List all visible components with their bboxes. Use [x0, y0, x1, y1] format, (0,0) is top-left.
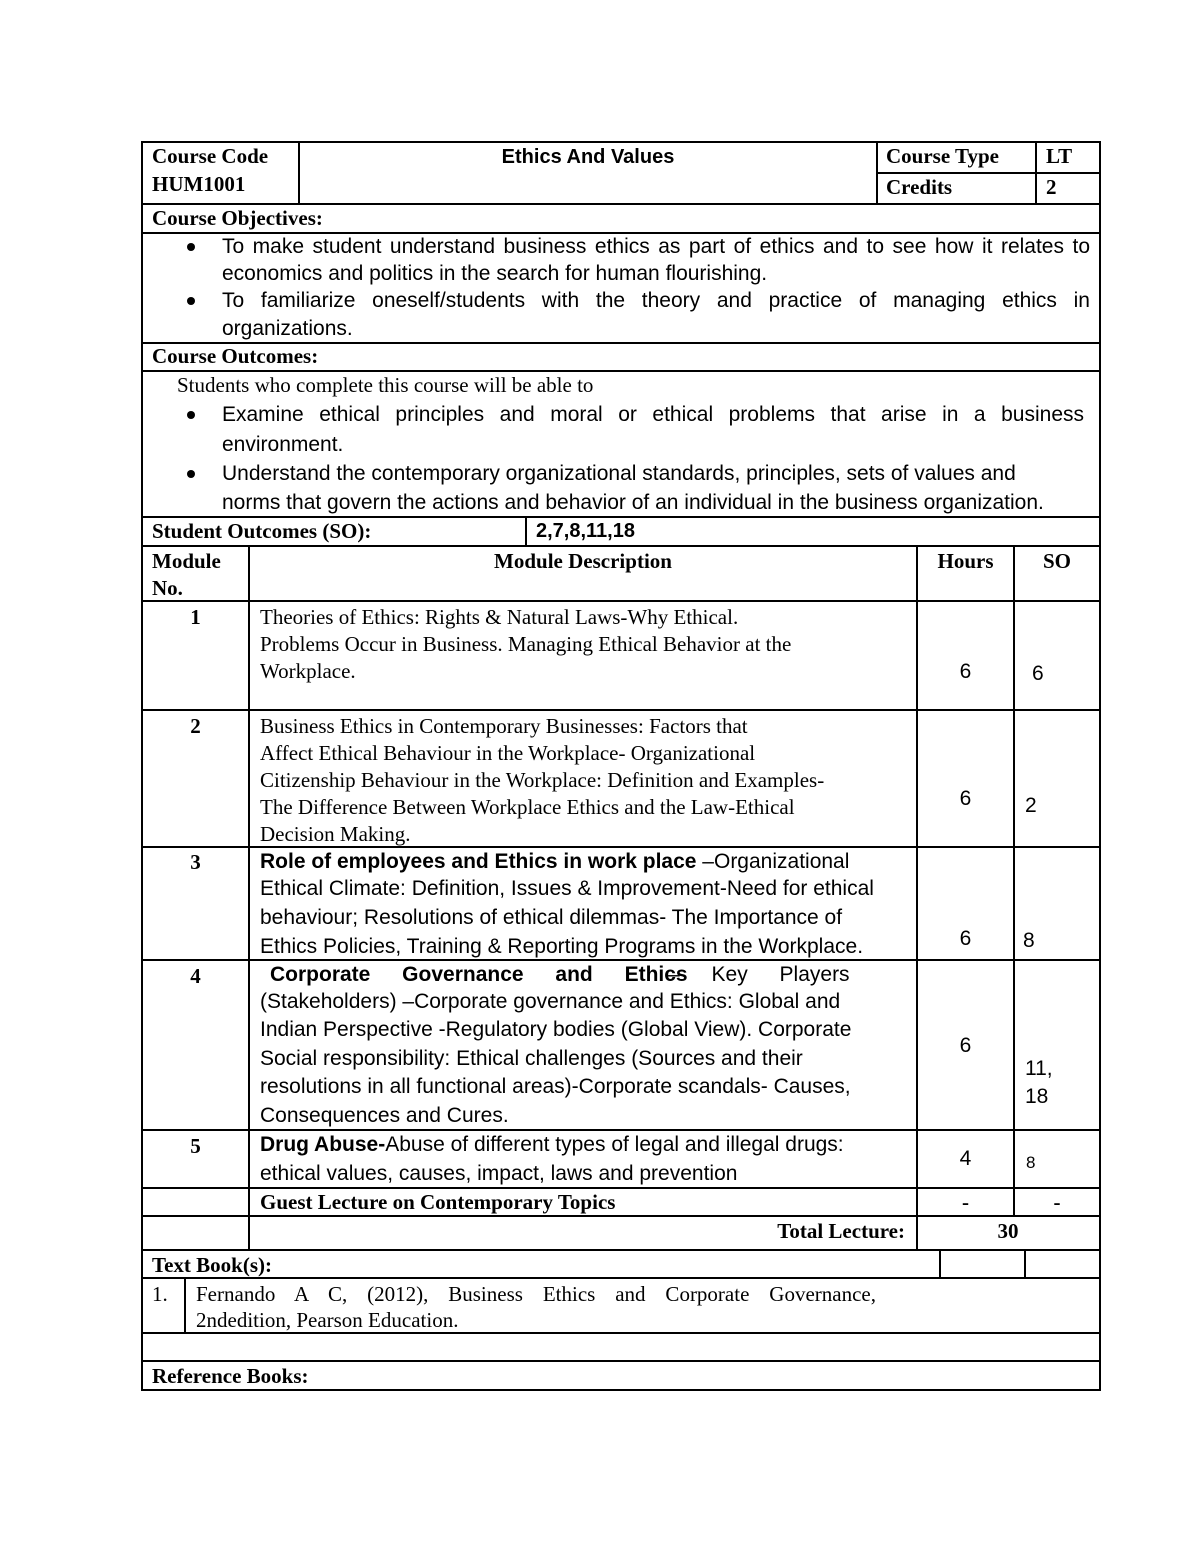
hours-header: Hours — [937, 549, 994, 573]
module-hours: 6 — [959, 660, 972, 683]
module-description: Indian Perspective -Regulatory bodies (Global View). Corporate — [260, 1018, 852, 1041]
module-title: Role of employees and Ethics in work place — [260, 850, 697, 873]
student-outcomes-value: 2,7,8,11,18 — [536, 520, 635, 542]
module-description: Workplace. — [260, 659, 356, 683]
table-border — [1024, 1249, 1026, 1279]
module-description: –Organizational — [696, 850, 850, 873]
textbook-number: 1. — [152, 1282, 168, 1306]
bullet-icon — [187, 243, 195, 251]
module-description: Ethics Policies, Training & Reporting Programs in the Workplace. — [260, 935, 864, 958]
table-border — [141, 709, 1101, 711]
module-title: Drug Abuse- — [260, 1133, 386, 1156]
table-border — [141, 1249, 1101, 1251]
module-description: Abuse of different types of legal and illegal drugs: — [385, 1133, 844, 1156]
outcomes-heading: Course Outcomes: — [152, 344, 319, 368]
bullet-icon — [187, 470, 195, 478]
table-border — [141, 1277, 1101, 1279]
course-type-label: Course Type — [886, 144, 999, 168]
module-description: Consequences and Cures. — [260, 1104, 509, 1127]
module-number: 2 — [190, 714, 201, 738]
total-lecture-label: Total Lecture: — [777, 1219, 905, 1243]
module-so: 18 — [1025, 1085, 1049, 1108]
table-border — [1013, 545, 1015, 1217]
module-description: Ethical Climate: Definition, Issues & Improvement-Need for ethical — [260, 877, 874, 900]
module-hours: 6 — [959, 927, 972, 950]
so-header: SO — [1042, 549, 1071, 573]
course-title: Ethics And Values — [501, 146, 675, 168]
module-description: Affect Ethical Behaviour in the Workplace- Organizational — [260, 741, 756, 765]
module-so: 11, — [1025, 1057, 1053, 1080]
module-so: 8 — [1026, 1153, 1036, 1172]
table-border — [184, 1277, 186, 1334]
module-description: Social responsibility: Ethical challenges (Sources and their — [260, 1047, 803, 1070]
outcome-item: Examine ethical principles and moral or ethical problems that arise in a business — [222, 403, 1084, 426]
module-hours: 6 — [959, 787, 972, 810]
module-number: 1 — [190, 605, 201, 629]
table-border — [248, 545, 250, 1251]
textbook-citation: 2ndedition, Pearson Education. — [196, 1308, 459, 1332]
module-no-header: No. — [152, 576, 183, 600]
guest-lecture-so: - — [1053, 1190, 1061, 1214]
objectives-heading: Course Objectives: — [152, 206, 323, 230]
credits: 2 — [1046, 175, 1057, 199]
module-description: Decision Making. — [260, 822, 411, 846]
objective-item: To make student understand business ethics as part of ethics and to see how it relates to — [222, 235, 1090, 258]
objective-item: To familiarize oneself/students with the theory and practice of managing ethics in — [222, 289, 1090, 312]
module-number: 4 — [190, 964, 201, 988]
module-so: 2 — [1025, 794, 1037, 817]
student-outcomes-label: Student Outcomes (SO): — [152, 519, 372, 543]
module-hours: 4 — [959, 1147, 972, 1170]
module-description: Theories of Ethics: Rights & Natural Laws-Why Ethical. — [260, 605, 739, 629]
module-description: (Stakeholders) –Corporate governance and Ethics: Global and — [260, 990, 841, 1013]
guest-lecture-hours: - — [962, 1190, 969, 1214]
table-border — [876, 141, 878, 205]
module-so: 8 — [1023, 929, 1035, 952]
course-code-label: Course Code — [152, 144, 269, 168]
total-lecture-value: 30 — [997, 1219, 1019, 1243]
module-description: Business Ethics in Contemporary Businesses: Factors that — [260, 714, 748, 738]
outcome-item: norms that govern the actions and behavior of an individual in the business organization. — [222, 491, 1044, 514]
table-border — [939, 1249, 941, 1279]
module-description-header: Module Description — [494, 549, 672, 573]
table-border — [141, 1360, 1101, 1362]
module-title: Corporate Governance and Ethics — [270, 963, 688, 986]
table-border — [141, 545, 1101, 547]
table-border — [1035, 141, 1037, 205]
table-border — [141, 141, 143, 1391]
module-description: The Difference Between Workplace Ethics and the Law-Ethical — [260, 795, 795, 819]
objective-item: economics and politics in the search for human flourishing. — [222, 262, 768, 285]
module-description: ethical values, causes, impact, laws and prevention — [260, 1162, 738, 1185]
module-number: 5 — [190, 1134, 201, 1158]
module-number: 3 — [190, 850, 201, 874]
reference-heading: Reference Books: — [152, 1364, 309, 1388]
textbooks-heading: Text Book(s): — [152, 1253, 272, 1277]
credits-label: Credits — [886, 175, 953, 199]
textbook-citation: Fernando A C, (2012), Business Ethics and Corporate Governance, — [196, 1282, 876, 1306]
course-code: HUM1001 — [152, 172, 246, 196]
module-description: Citizenship Behaviour in the Workplace: Definition and Examples- — [260, 768, 825, 792]
module-description: behaviour; Resolutions of ethical dilemmas- The Importance of — [260, 906, 843, 929]
table-border — [525, 516, 527, 547]
table-border — [141, 600, 1101, 602]
objective-item: organizations. — [222, 317, 353, 340]
outcome-item: Understand the contemporary organizational standards, principles, sets of values and — [222, 462, 1016, 485]
module-hours: 6 — [959, 1034, 972, 1057]
module-no-header: Module — [152, 549, 221, 573]
course-type: LT — [1046, 144, 1073, 168]
bullet-icon — [187, 411, 195, 419]
outcome-item: environment. — [222, 433, 344, 456]
bullet-icon — [187, 297, 195, 305]
table-border — [1099, 141, 1101, 1391]
module-so: 6 — [1032, 662, 1044, 685]
module-description: Problems Occur in Business. Managing Ethical Behavior at the — [260, 632, 792, 656]
guest-lecture-label: Guest Lecture on Contemporary Topics — [260, 1190, 616, 1214]
outcomes-intro: Students who complete this course will be able to — [177, 373, 594, 397]
module-description: – Key Players — [668, 963, 850, 986]
module-description: resolutions in all functional areas)-Corporate scandals- Causes, — [260, 1075, 851, 1098]
